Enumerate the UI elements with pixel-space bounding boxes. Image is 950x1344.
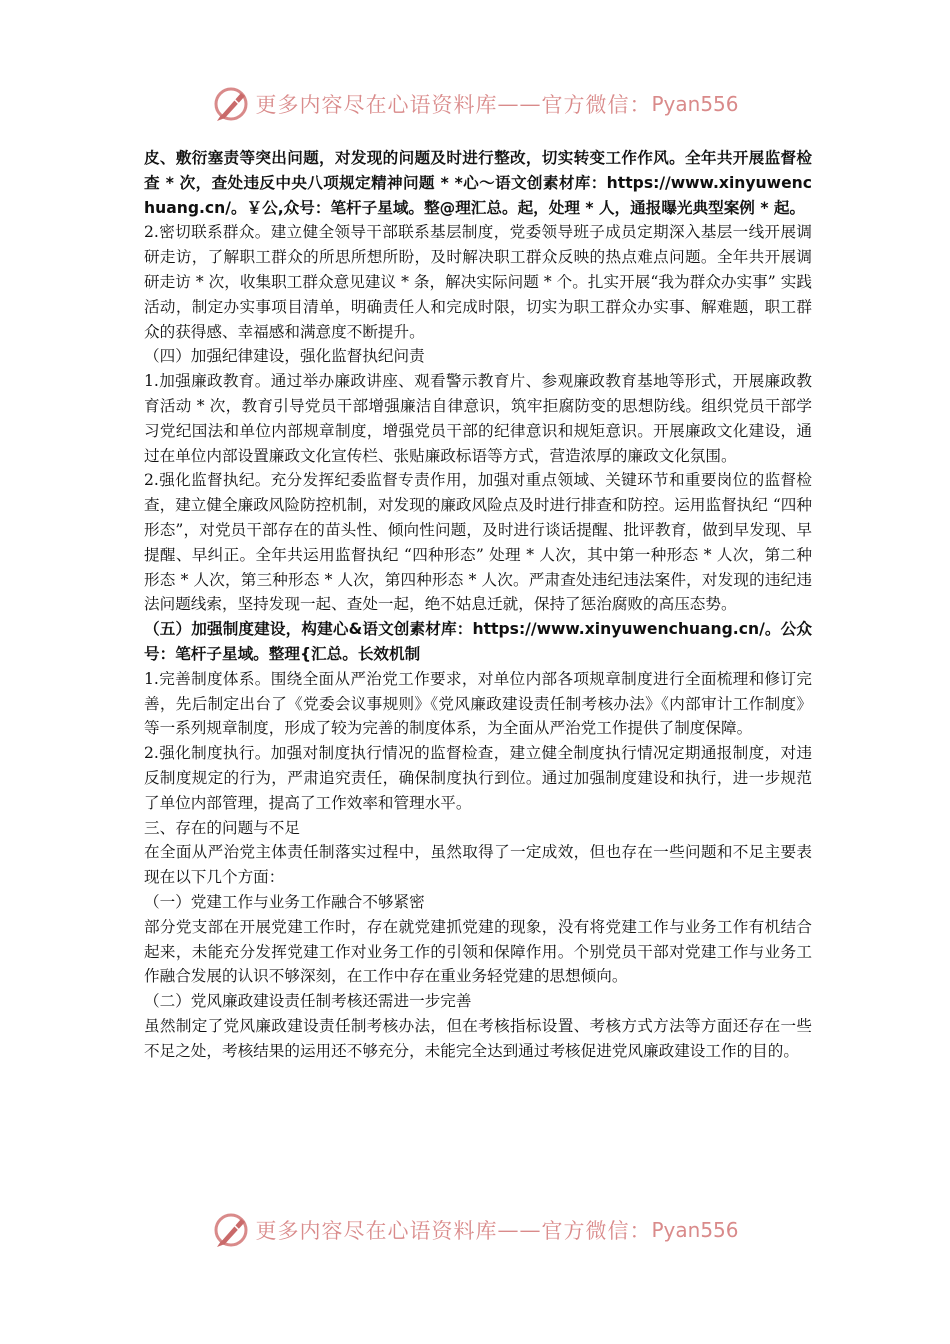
paragraph-problems-intro: 在全面从严治党主体责任制落实过程中，虽然取得了一定成效，但也存在一些问题和不足主要表现在以下几个方面：: [144, 843, 812, 887]
section-heading-institution: （五）加强制度建设，构建心&语文创素材库：https://www.xinyuwenchuang.cn/。公众号：笔杆子星域。整理{汇总。长效机制: [144, 620, 812, 663]
pen-logo-icon: [211, 1210, 251, 1250]
paragraph-supervision-continued: 皮、敷衍塞责等突出问题，对发现的问题及时进行整改，切实转变工作作风。全年共开展监督检查 * 次，查处违反中央八项规定精神问题 * *心～语文创素材库：https://www.xinyuwenchuang.cn/。￥公,众号：笔杆子星域。整@理汇总。起，处理 * 人，通报曝光典型案例 * 起。: [144, 149, 812, 217]
subheading-integration: （一）党建工作与业务工作融合不够紧密: [144, 892, 425, 911]
section-heading-problems: 三、存在的问题与不足: [144, 818, 300, 837]
watermark-label: 官方微信：: [541, 93, 652, 117]
watermark-handle: Pyan556: [651, 92, 739, 116]
paragraph-enforce-system: 2.强化制度执行。加强对制度执行情况的监督检查，建立健全制度执行情况定期通报制度，对违反制度规定的行为，严肃追究责任，确保制度执行到位。通过加强制度建设和执行，进一步规范了单位内部管理，提高了工作效率和管理水平。: [144, 744, 812, 812]
footer-watermark: [0, 1208, 950, 1252]
watermark-handle: Pyan556: [651, 1218, 739, 1242]
paragraph-integration: 部分党支部在开展党建工作时，存在就党建抓党建的现象，没有将党建工作与业务工作有机结合起来，未能充分发挥党建工作对业务工作的引领和保障作用。个别党员干部对党建工作与业务工作融合发展的认识不够深刻，在工作中存在重业务轻党建的思想倾向。: [144, 917, 812, 986]
watermark-separator: ——: [497, 92, 542, 116]
watermark-text: 更多内容尽在心语资料库: [255, 93, 498, 117]
paragraph-assessment: 虽然制定了党风廉政建设责任制考核办法，但在考核指标设置、考核方式方法等方面还存在一些不足之处，考核结果的运用还不够充分，未能完全达到通过考核促进党风廉政建设工作的目的。: [144, 1016, 812, 1060]
watermark-label: 官方微信：: [541, 1219, 652, 1243]
paragraph-improve-system: 1.完善制度体系。围绕全面从严治党工作要求，对单位内部各项规章制度进行全面梳理和修订完善，先后制定出台了《党委会议事规则》《党风廉政建设责任制考核办法》《内部审计工作制度》等一系列规章制度，形成了较为完善的制度体系，为全面从严治党工作提供了制度保障。: [144, 669, 812, 738]
paragraph-supervision-discipline: 2.强化监督执纪。充分发挥纪委监督专责作用，加强对重点领域、关键环节和重要岗位的监督检查，建立健全廉政风险防控机制，对发现的廉政风险点及时进行排查和防控。运用监督执纪 “四种形态”，对党员干部存在的苗头性、倾向性问题，及时进行谈话提醒、批评教育，做到早发现、早提醒、早纠正。全年共运用监督执纪 “四种形态” 处理 * 人次，其中第一种形态 * 人次，第二种形态 * 人次，第三种形态 * 人次，第四种形态 * 人次。严肃查处违纪违法案件，对发现的违纪违法问题线索，坚持发现一起、查处一起，绝不姑息迁就，保持了惩治腐败的高压态势。: [144, 471, 812, 614]
paragraph-contact-masses: 2.密切联系群众。建立健全领导干部联系基层制度，党委领导班子成员定期深入基层一线开展调研走访，了解职工群众的所思所想所盼，及时解决职工群众反映的热点难点问题。全年共开展调研走访 * 次，收集职工群众意见建议 * 条，解决实际问题 * 个。扎实开展“我为群众办实事” 实践活动，制定办实事项目清单，明确责任人和完成时限，切实为职工群众办实事、解难题，职工群众的获得感、幸福感和满意度不断提升。: [144, 223, 812, 341]
watermark-separator: ——: [497, 1218, 542, 1242]
paragraph-integrity-education: 1.加强廉政教育。通过举办廉政讲座、观看警示教育片、参观廉政教育基地等形式，开展廉政教育活动 * 次，教育引导党员干部增强廉洁自律意识，筑牢拒腐防变的思想防线。组织党员干部学习党纪国法和单位内部规章制度，增强党员干部的纪律意识和规矩意识。开展廉政文化建设，通过在单位内部设置廉政文化宣传栏、张贴廉政标语等方式，营造浓厚的廉政文化氛围。: [144, 372, 812, 465]
watermark-text: 更多内容尽在心语资料库: [255, 1219, 498, 1243]
document-body: [144, 146, 812, 1063]
pen-logo-icon: [211, 84, 251, 124]
section-heading-discipline: （四）加强纪律建设，强化监督执纪问责: [144, 347, 425, 366]
subheading-assessment: （二）党风廉政建设责任制考核还需进一步完善: [144, 992, 472, 1011]
header-watermark: [0, 82, 950, 126]
